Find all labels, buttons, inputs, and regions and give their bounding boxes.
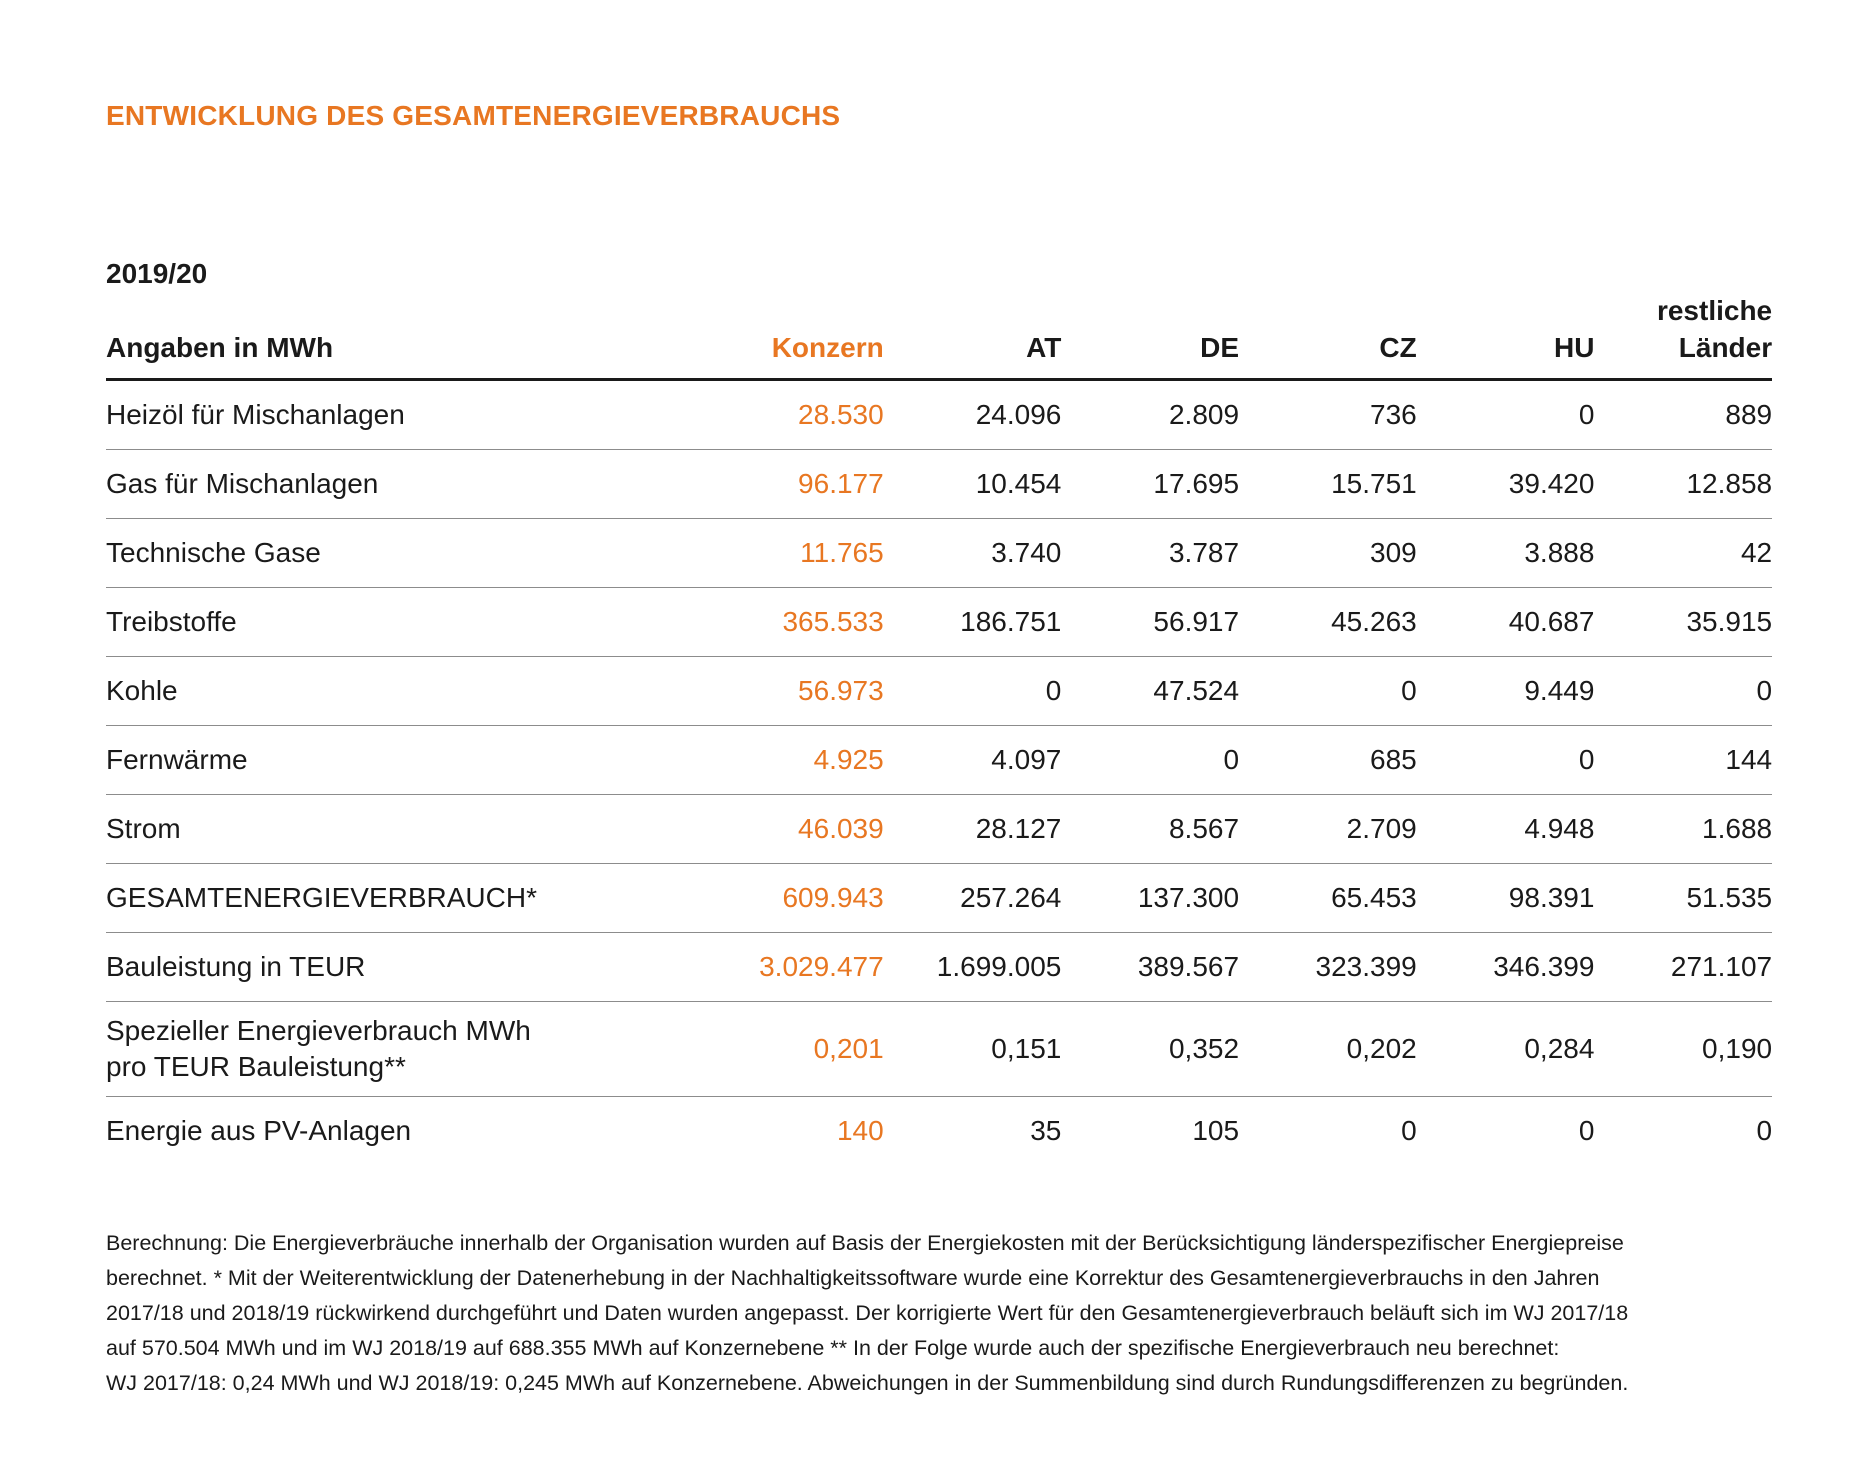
row-label: Heizöl für Mischanlagen (106, 380, 706, 450)
table-row (106, 795, 1772, 864)
table-header-row (106, 292, 1772, 380)
cell-cz: 323.399 (1239, 933, 1417, 1002)
header-restliche-laender (1594, 292, 1772, 380)
cell-hu: 346.399 (1417, 933, 1595, 1002)
footnote-line: berechnet. * Mit der Weiterentwicklung der Datenerhebung in der Nachhaltigkeitssoftware wurde eine Korrektur des Gesamtenergieverbrauchs in den Jahren (106, 1266, 1600, 1290)
cell-at: 1.699.005 (884, 933, 1062, 1002)
cell-cz: 2.709 (1239, 795, 1417, 864)
cell-konzern: 46.039 (706, 795, 884, 864)
header-restliche-line1: restliche (1656, 295, 1773, 326)
cell-at: 3.740 (884, 519, 1062, 588)
page-title: ENTWICKLUNG DES GESAMTENERGIEVERBRAUCHS (106, 100, 841, 131)
cell-restliche: 0 (1594, 657, 1772, 726)
cell-konzern: 28.530 (706, 380, 884, 450)
cell-de: 8.567 (1061, 795, 1239, 864)
cell-restliche: 889 (1594, 380, 1772, 450)
header-restliche-line2: Länder (1678, 332, 1773, 363)
cell-restliche: 0 (1756, 1115, 1773, 1146)
row-label: Gas für Mischanlagen (106, 450, 706, 519)
table-row (106, 657, 1772, 726)
energy-table (106, 292, 1772, 1165)
cell-restliche: 42 (1594, 519, 1772, 588)
cell-restliche: 1.688 (1594, 795, 1772, 864)
cell-at: 0 (884, 657, 1062, 726)
table-row (106, 1097, 1772, 1166)
row-label: Treibstoffe (106, 588, 706, 657)
cell-de: 0,352 (1061, 1002, 1239, 1097)
table-row (106, 450, 1772, 519)
row-label: Strom (106, 795, 706, 864)
cell-restliche: 0,190 (1594, 1002, 1772, 1097)
table-row (106, 933, 1772, 1002)
cell-restliche: 35.915 (1594, 588, 1772, 657)
footnote-line: Berechnung: Die Energieverbräuche innerhalb der Organisation wurden auf Basis der Energiekosten mit der Berücksichtigung länderspezifischer Energiepreise (106, 1231, 1624, 1255)
cell-konzern: 56.973 (706, 657, 884, 726)
table-row (106, 380, 1772, 450)
cell-konzern: 4.925 (706, 726, 884, 795)
row-label (106, 1002, 706, 1097)
cell-de: 0 (1061, 726, 1239, 795)
period-label: 2019/20 (106, 258, 208, 289)
footnote-line: 2017/18 und 2018/19 rückwirkend durchgeführt und Daten wurden angepasst. Der korrigierte Wert für den Gesamtenergieverbrauch beläuft sich im WJ 2017/18 (106, 1301, 1629, 1325)
cell-de: 17.695 (1061, 450, 1239, 519)
cell-at: 4.097 (884, 726, 1062, 795)
cell-at: 28.127 (884, 795, 1062, 864)
cell-konzern: 3.029.477 (706, 933, 884, 1002)
row-label: Technische Gase (106, 519, 706, 588)
cell-at: 0,151 (884, 1002, 1062, 1097)
cell-hu: 40.687 (1417, 588, 1595, 657)
cell-cz: 15.751 (1239, 450, 1417, 519)
row-label: Bauleistung in TEUR (106, 933, 706, 1002)
cell-de: 56.917 (1061, 588, 1239, 657)
footnote (106, 1226, 1776, 1401)
cell-restliche: 271.107 (1594, 933, 1772, 1002)
header-at: AT (884, 292, 1062, 380)
cell-de: 47.524 (1061, 657, 1239, 726)
row-label-line1: Spezieller Energieverbrauch MWh (106, 1015, 531, 1046)
cell-cz: 0 (1401, 1115, 1417, 1146)
cell-at: 35 (1030, 1115, 1062, 1146)
cell-hu: 0 (1578, 1115, 1595, 1146)
cell-at: 10.454 (884, 450, 1062, 519)
cell-cz: 45.263 (1239, 588, 1417, 657)
table-row (106, 588, 1772, 657)
header-hu: HU (1417, 292, 1595, 380)
cell-konzern: 96.177 (706, 450, 884, 519)
cell-de: 105 (1192, 1115, 1240, 1146)
header-konzern: Konzern (706, 292, 884, 380)
cell-hu: 0,284 (1417, 1002, 1595, 1097)
cell-cz: 65.453 (1239, 864, 1417, 933)
cell-de: 2.809 (1061, 380, 1239, 450)
cell-de: 137.300 (1061, 864, 1239, 933)
cell-at: 186.751 (884, 588, 1062, 657)
table-row (106, 519, 1772, 588)
cell-at: 257.264 (884, 864, 1062, 933)
cell-restliche: 144 (1594, 726, 1772, 795)
row-label: Kohle (106, 657, 706, 726)
cell-de: 3.787 (1061, 519, 1239, 588)
row-label: Fernwärme (106, 726, 706, 795)
cell-cz: 309 (1239, 519, 1417, 588)
cell-de: 389.567 (1061, 933, 1239, 1002)
cell-cz: 736 (1239, 380, 1417, 450)
cell-hu: 4.948 (1417, 795, 1595, 864)
cell-hu: 98.391 (1417, 864, 1595, 933)
cell-cz: 0,202 (1239, 1002, 1417, 1097)
row-label: Energie aus PV-Anlagen (106, 1115, 412, 1146)
row-label-line2: pro TEUR Bauleistung** (106, 1051, 406, 1082)
footnote-line: WJ 2017/18: 0,24 MWh und WJ 2018/19: 0,245 MWh auf Konzernebene. Abweichungen in der Summenbildung sind durch Rundungsdifferenzen zu begründen. (106, 1371, 1629, 1395)
cell-hu: 9.449 (1417, 657, 1595, 726)
cell-cz: 685 (1239, 726, 1417, 795)
cell-restliche: 12.858 (1594, 450, 1772, 519)
header-de: DE (1061, 292, 1239, 380)
cell-hu: 0 (1417, 380, 1595, 450)
cell-konzern: 140 (836, 1115, 884, 1146)
table-row (106, 1002, 1772, 1097)
cell-at: 24.096 (884, 380, 1062, 450)
cell-hu: 0 (1417, 726, 1595, 795)
row-label: GESAMTENERGIEVERBRAUCH* (106, 864, 706, 933)
cell-konzern: 0,201 (706, 1002, 884, 1097)
table-row (106, 864, 1772, 933)
cell-hu: 39.420 (1417, 450, 1595, 519)
header-unit: Angaben in MWh (106, 292, 706, 380)
cell-konzern: 609.943 (706, 864, 884, 933)
cell-cz: 0 (1239, 657, 1417, 726)
cell-restliche: 51.535 (1594, 864, 1772, 933)
cell-konzern: 365.533 (706, 588, 884, 657)
cell-konzern: 11.765 (706, 519, 884, 588)
table-row (106, 726, 1772, 795)
cell-hu: 3.888 (1417, 519, 1595, 588)
header-cz: CZ (1239, 292, 1417, 380)
footnote-line: auf 570.504 MWh und im WJ 2018/19 auf 688.355 MWh auf Konzernebene ** In der Folge wurde auch der spezifische Energieverbrauch neu berechnet: (106, 1336, 1560, 1360)
